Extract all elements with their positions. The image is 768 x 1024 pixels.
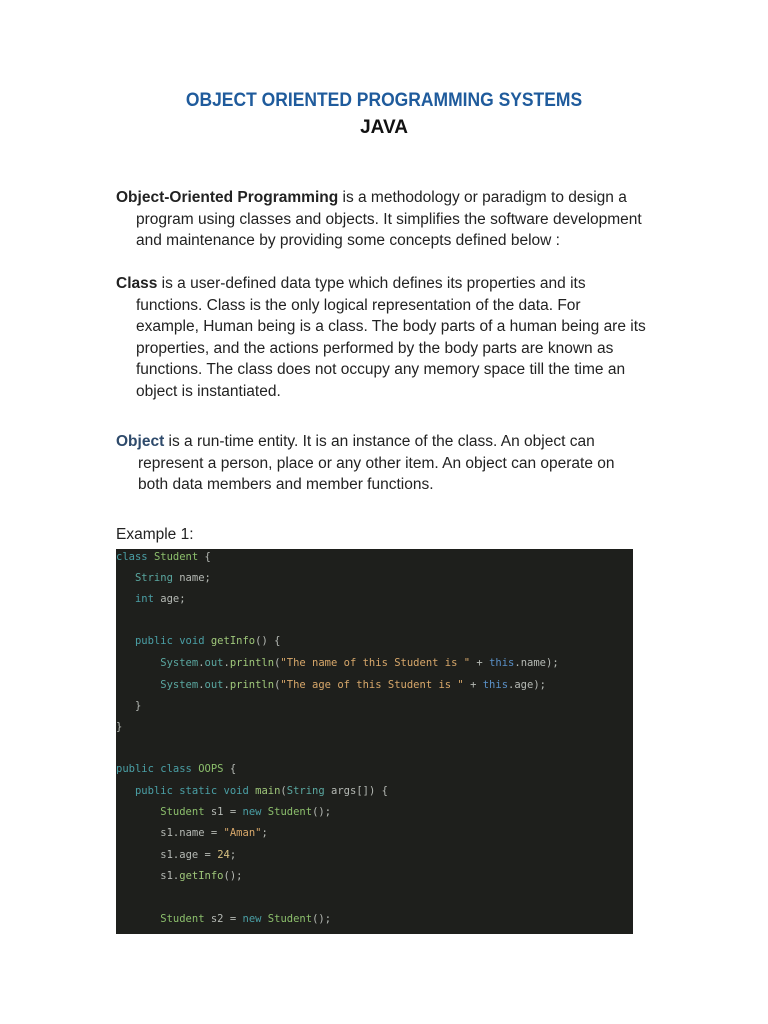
code-line-5: public void getInfo() { [134, 635, 281, 647]
code-line-12: public class OOPS { [116, 763, 237, 775]
class-line-1-rest: is a user-defined data type which defines its properties and its [157, 275, 586, 292]
class-line-2: functions. Class is the only logical representation of the data. For [136, 296, 581, 314]
code-line-8: } [134, 700, 142, 712]
object-line-2: represent a person, place or any other item. An object can operate on [138, 454, 615, 472]
code-line-3: int age; [134, 593, 186, 605]
oop-line-2: program using classes and objects. It simplifies the software development [136, 210, 642, 228]
code-line-7: System.out.println("The age of this Student is " + this.age); [160, 679, 546, 691]
object-line-1 [116, 431, 676, 453]
page-subtitle: JAVA [360, 117, 408, 138]
code-line-14: Student s1 = new Student(); [160, 806, 332, 818]
code-line-15: s1.name = "Aman"; [160, 827, 268, 839]
code-line-17: s1.getInfo(); [160, 870, 243, 882]
object-line-3: both data members and member functions. [138, 476, 434, 494]
code-block [116, 549, 633, 934]
code-line-2: String name; [134, 572, 211, 584]
oop-line-3: and maintenance by providing some concepts defined below : [136, 232, 560, 250]
class-line-5: functions. The class does not occupy any memory space till the time an [136, 361, 626, 379]
class-line-6: object is instantiated. [136, 382, 281, 400]
class-line-3: example, Human being is a class. The body parts of a human being are its [136, 318, 646, 336]
object-paragraph [116, 431, 676, 496]
class-term: Class [116, 275, 158, 292]
oop-paragraph [116, 187, 676, 252]
class-line-4: properties, and the actions performed by the body parts are known as [136, 339, 614, 357]
class-paragraph [116, 273, 676, 403]
class-line-1 [116, 273, 676, 295]
example-label: Example 1: [116, 526, 194, 543]
oop-term: Object-Oriented Programming [116, 189, 339, 206]
code-line-1: class Student { [116, 551, 211, 563]
oop-line-1-rest: is a methodology or paradigm to design a [338, 189, 627, 206]
oop-line-1 [116, 187, 676, 209]
code-line-6: System.out.println("The name of this Student is " + this.name); [160, 657, 559, 669]
page-title: OBJECT ORIENTED PROGRAMMING SYSTEMS [185, 90, 583, 111]
code-line-19: Student s2 = new Student(); [160, 913, 332, 925]
object-line-1-rest: is a run-time entity. It is an instance of the class. An object can [164, 433, 595, 450]
object-term: Object [116, 433, 165, 450]
code-line-16: s1.age = 24; [160, 849, 237, 861]
code-line-9: } [116, 721, 123, 733]
code-line-13: public static void main(String args[]) { [134, 785, 388, 797]
